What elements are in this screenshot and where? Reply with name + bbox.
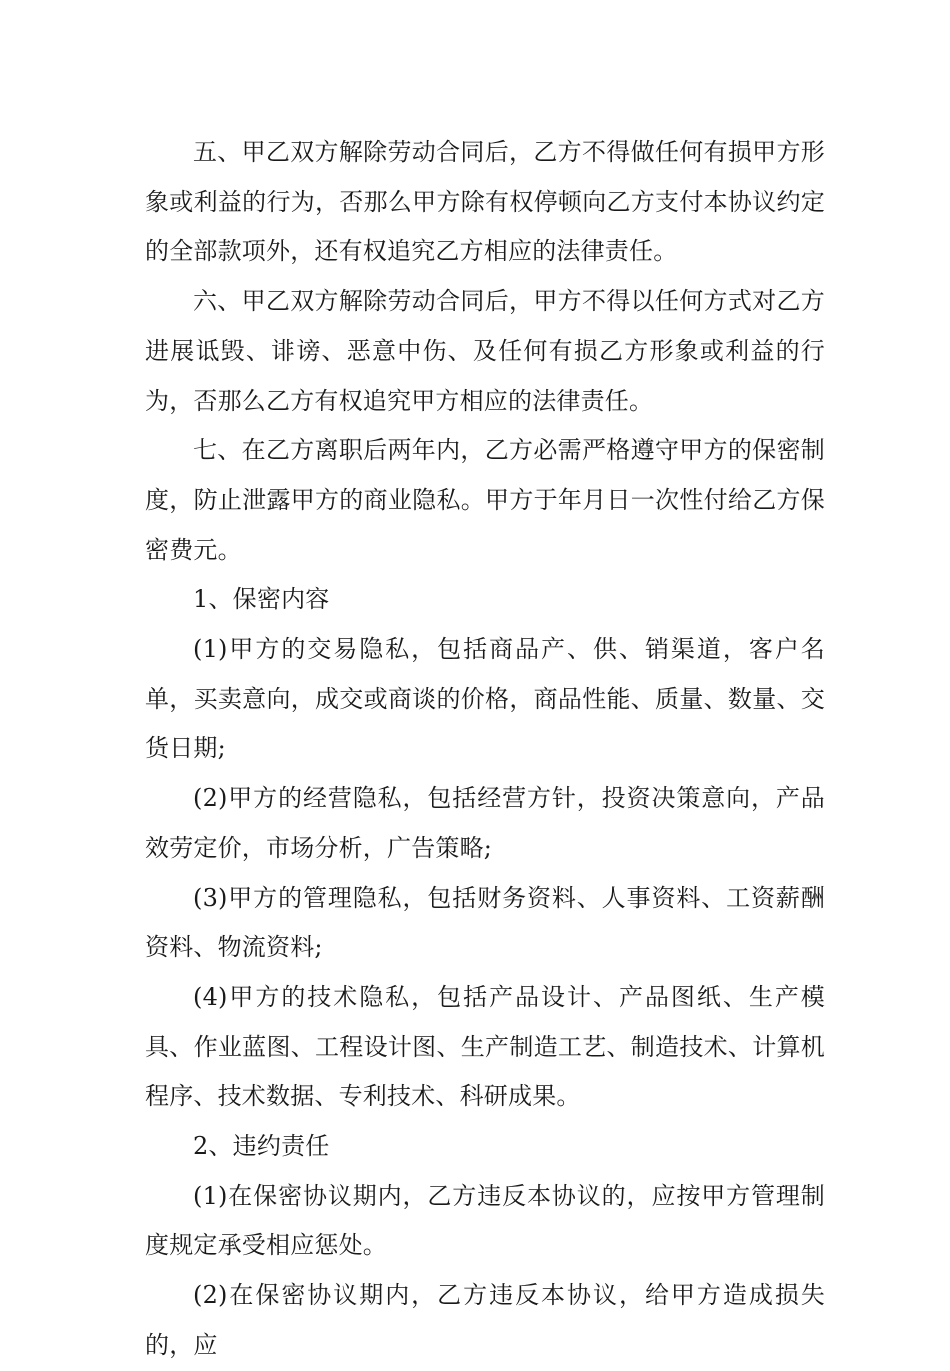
list-item-management-secrets: (3)甲方的管理隐私，包括财务资料、人事资料、工资薪酬资料、物流资料; [145,883,825,962]
paragraph-clause-7: 七、在乙方离职后两年内，乙方必需严格遵守甲方的保密制度，防止泄露甲方的商业隐私。甲方于年月日一次性付给乙方保密费元。 [145,436,825,564]
list-item-business-secrets: (2)甲方的经营隐私，包括经营方针，投资决策意向，产品效劳定价，市场分析，广告策略; [145,784,825,862]
section-heading-confidential-content: 1、保密内容 [193,585,330,614]
paragraph-clause-6: 六、甲乙双方解除劳动合同后，甲方不得以任何方式对乙方进展诋毁、诽谤、恶意中伤、及任何有损乙方形象或利益的行为，否那么乙方有权追究甲方相应的法律责任。 [145,287,825,415]
list-item-trade-secrets: (1)甲方的交易隐私，包括商品产、供、销渠道，客户名单，买卖意向，成交或商谈的价格，商品性能、质量、数量、交货日期; [145,635,825,763]
list-item-liability-1: (1)在保密协议期内，乙方违反本协议的，应按甲方管理制度规定承受相应惩处。 [145,1181,825,1260]
list-item-technical-secrets: (4)甲方的技术隐私，包括产品设计、产品图纸、生产模具、作业蓝图、工程设计图、生产制造工艺、制造技术、计算机程序、技术数据、专利技术、科研成果。 [145,982,825,1111]
paragraph-clause-5: 五、甲乙双方解除劳动合同后，乙方不得做任何有损甲方形象或利益的行为，否那么甲方除有权停顿向乙方支付本协议约定的全部款项外，还有权追究乙方相应的法律责任。 [145,138,825,266]
document-body [145,128,825,1371]
list-item-liability-2: (2)在保密协议期内，乙方违反本协议，给甲方造成损失的，应 [145,1281,825,1359]
section-heading-liability: 2、违约责任 [193,1132,330,1161]
